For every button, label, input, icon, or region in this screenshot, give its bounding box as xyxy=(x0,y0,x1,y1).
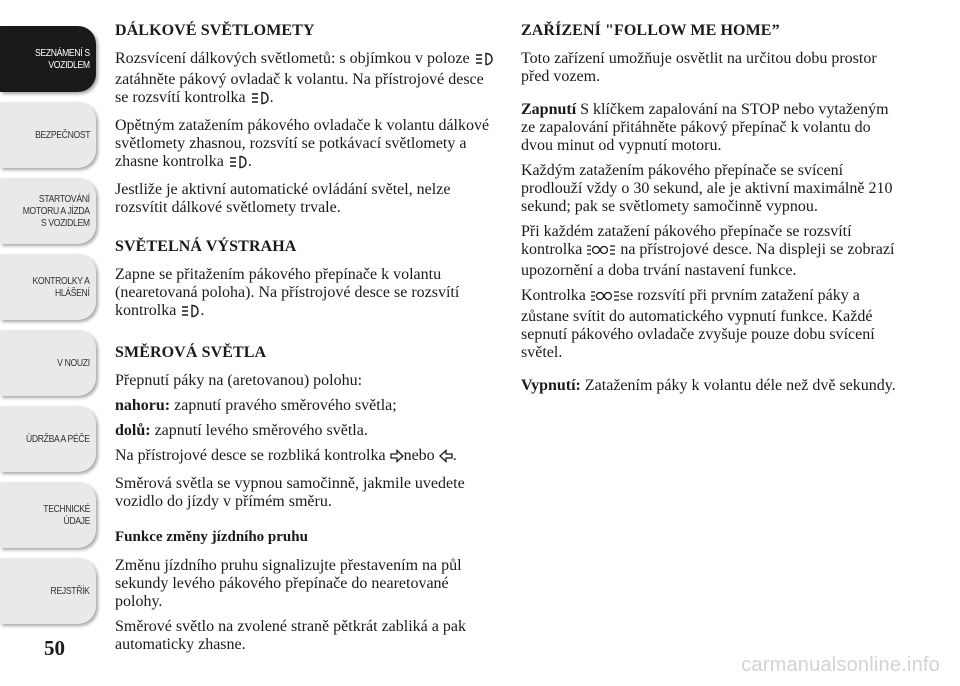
text: zapnutí pravého směrového světla; xyxy=(174,397,397,414)
high-beam-paragraph-3: Jestliže je aktivní automatické ovládání světel, nelze rozsvítit dálkové světlomety trvale. xyxy=(115,181,451,216)
flash-paragraph: Zapne se přitažením pákového přepínače k volantu (nearetovaná poloha). Na přístrojové desce se rozsvítí kontrolka . xyxy=(115,266,500,323)
parking-light-icon xyxy=(586,243,616,262)
tab-label: V NOUZI xyxy=(57,357,90,369)
tab-seznameni[interactable] xyxy=(0,26,96,92)
tab-label: TECHNICKÉ ÚDAJE xyxy=(43,503,90,527)
turn-down-line xyxy=(115,422,500,440)
text: na přístrojové desce. Na displeji se zobrazí upozornění a doba trvání nastavení funkce. xyxy=(521,241,895,279)
tab-label: KONTROLKY A HLÁŠENÍ xyxy=(32,275,90,299)
watermark: carmanualsonline.info xyxy=(741,654,940,676)
tab-label: SEZNÁMENÍ S VOZIDLEM xyxy=(35,47,90,71)
tab-rejstrik[interactable] xyxy=(0,558,96,624)
text: zatáhněte pákový ovladač k volantu. Na přístrojové desce se rozsvítí kontrolka xyxy=(115,71,484,106)
text: Zatažením páky k volantu déle než dvě sekundy. xyxy=(584,377,896,394)
switch-on-label: Zapnutí xyxy=(521,101,577,118)
switch-on-paragraph xyxy=(521,101,906,155)
follow-me-home-heading: ZAŘÍZENÍ "FOLLOW ME HOME” xyxy=(521,22,780,39)
turn-left-icon xyxy=(439,449,453,468)
turn-down-label: dolů: xyxy=(115,422,151,439)
tab-technicke[interactable] xyxy=(0,482,96,548)
turn-up-line xyxy=(115,397,500,415)
turn-paragraph-1: Přepnutí páky na (aretovanou) polohu: xyxy=(115,372,363,389)
tab-label: BEZPEČNOST xyxy=(34,129,90,141)
tab-bezpecnost[interactable] xyxy=(0,102,96,168)
text: Na přístrojové desce se rozbliká kontrolka xyxy=(115,447,386,464)
text: Opětným zatažením pákového ovladače k volantu dálkové světlomety zhasnou, rozsvítí se potkávací světlomety a zhasne kontrolka xyxy=(115,117,490,170)
switch-off-label: Vypnutí: xyxy=(521,377,581,394)
tab-startovani[interactable] xyxy=(0,178,96,244)
high-beam-icon xyxy=(250,91,270,110)
text: nebo xyxy=(403,447,435,464)
high-beam-icon xyxy=(228,155,248,174)
high-beam-icon xyxy=(474,52,494,71)
high-beam-icon xyxy=(180,304,200,323)
text: S klíčkem zapalování na STOP nebo vytaženým ze zapalování přitáhněte pákový přepínač k volantu do dvou minut od vypnutí motoru. xyxy=(521,101,889,154)
text: se rozsvítí při prvním zatažení páky a zůstane svítit do automatického vypnutí funkce. Každé sepnutí pákového ovladače zvyšuje pouze dobu svícení světel. xyxy=(521,287,875,361)
follow-paragraph-2: Každým zatažením pákového přepínače se svícení prodlouží vždy o 30 sekund, ale je aktivní maximálně 210 sekund; pak se světlomety samočinně vypnou. xyxy=(521,162,893,215)
high-beam-paragraph-1: Rozsvícení dálkových světlometů: s objímkou v poloze zatáhněte pákový ovladač k volantu. Na přístrojové desce se rozsvítí kontrolka . xyxy=(115,50,500,110)
text: Zapne se přitažením pákového přepínače k volantu (nearetovaná poloha). Na přístrojové desce se rozsvítí kontrolka xyxy=(115,266,460,319)
follow-paragraph-1: Toto zařízení umožňuje osvětlit na určitou dobu prostor před vozem. xyxy=(521,50,877,85)
tab-label: ÚDRŽBA A PÉČE xyxy=(26,433,90,445)
text: Rozsvícení dálkových světlometů: s objímkou v poloze xyxy=(115,50,470,67)
right-column xyxy=(521,22,906,402)
tab-kontrolky[interactable] xyxy=(0,254,96,320)
high-beam-heading: DÁLKOVÉ SVĚTLOMETY xyxy=(115,22,315,39)
tab-v-nouzi[interactable] xyxy=(0,330,96,396)
lane-paragraph-1: Změnu jízdního pruhu signalizujte přestavením na půl sekundy levého pákového přepínače do nearetované polohy. xyxy=(115,557,462,610)
parking-light-icon xyxy=(590,289,620,308)
follow-paragraph-4 xyxy=(521,287,906,362)
page-number: 50 xyxy=(44,636,65,660)
flash-heading: SVĚTELNÁ VÝSTRAHA xyxy=(115,238,297,255)
lane-change-heading: Funkce změny jízdního pruhu xyxy=(115,529,308,545)
turn-signal-heading: SMĚROVÁ SVĚTLA xyxy=(115,344,267,361)
switch-off-paragraph xyxy=(521,377,906,395)
turn-right-icon xyxy=(390,449,404,468)
lane-paragraph-2: Směrové světlo na zvolené straně pětkrát zabliká a pak automaticky zhasne. xyxy=(115,618,466,653)
follow-paragraph-3 xyxy=(521,223,906,280)
turn-paragraph-3: Směrová světla se vypnou samočinně, jakmile uvedete vozidlo do jízdy v přímém směru. xyxy=(115,475,465,510)
high-beam-paragraph-2: Opětným zatažením pákového ovladače k volantu dálkové světlomety zhasnou, rozsvítí se potkávací světlomety a zhasne kontrolka . xyxy=(115,117,500,174)
tab-udrzba[interactable] xyxy=(0,406,96,472)
turn-paragraph-2: Na přístrojové desce se rozbliká kontrolka nebo . xyxy=(115,447,500,468)
text: zapnutí levého směrového světla. xyxy=(154,422,368,439)
left-column xyxy=(115,22,500,661)
text: Při každém zatažení pákového přepínače se rozsvítí kontrolka xyxy=(521,223,852,258)
text: Kontrolka xyxy=(521,287,586,304)
turn-up-label: nahoru: xyxy=(115,397,171,414)
tab-label: REJSTŘÍK xyxy=(50,585,90,597)
tab-label: STARTOVÁNÍ MOTORU A JÍZDA S VOZIDLEM xyxy=(22,193,90,229)
